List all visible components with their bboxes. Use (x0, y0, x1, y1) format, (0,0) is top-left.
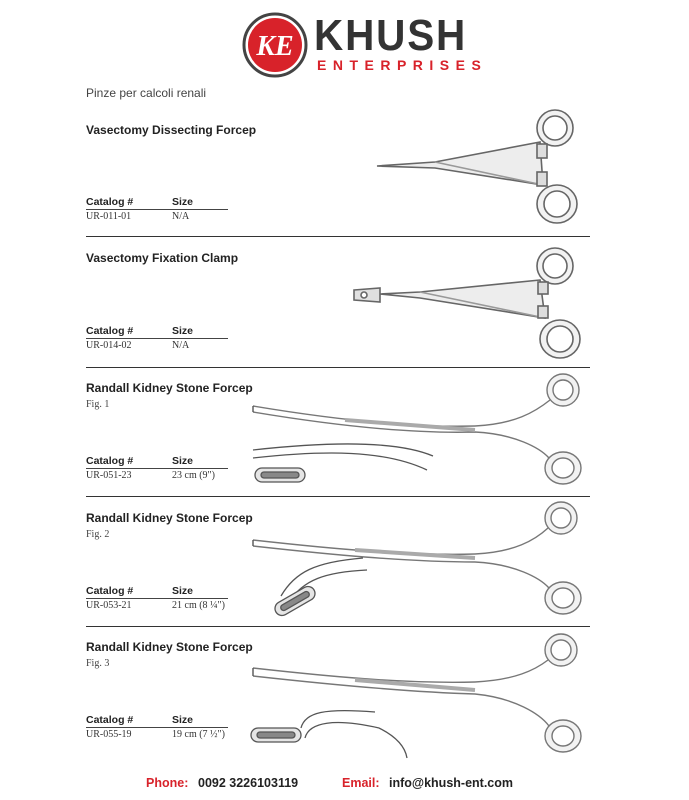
catalog-header: Catalog # (86, 714, 134, 726)
phone-number[interactable]: 0092 3226103119 (198, 776, 299, 790)
table-rule (86, 468, 228, 469)
email-label: Email: (342, 776, 380, 790)
product-title: Randall Kidney Stone Forcep (86, 640, 253, 654)
section-divider (86, 626, 590, 627)
logo-monogram: KE (256, 31, 294, 62)
table-rule (86, 209, 228, 210)
size-header: Size (172, 585, 194, 597)
size-header: Size (172, 455, 194, 467)
size-header: Size (172, 196, 194, 208)
brand-name: KHUSH (314, 11, 468, 60)
phone-label: Phone: (146, 776, 189, 790)
size-header: Size (172, 714, 194, 726)
kidney-stone-forcep-icon (245, 632, 590, 762)
footer-contact (0, 776, 689, 792)
logo (242, 12, 308, 78)
figure-label: Fig. 1 (86, 399, 110, 410)
table-rule (86, 338, 228, 339)
section-divider (86, 367, 590, 368)
catalog-number: UR-014-02 (86, 340, 132, 351)
fixation-clamp-icon (350, 244, 590, 362)
catalog-number: UR-051-23 (86, 470, 132, 481)
kidney-stone-forcep-icon (245, 502, 590, 622)
header (0, 0, 689, 90)
kidney-stone-forcep-icon (245, 372, 590, 492)
catalog-header: Catalog # (86, 325, 134, 337)
email-address[interactable]: info@khush-ent.com (389, 776, 513, 790)
product-title: Vasectomy Fixation Clamp (86, 251, 239, 265)
size-value: N/A (172, 211, 190, 222)
brand-subtitle: ENTERPRISES (317, 57, 488, 73)
size-header: Size (172, 325, 194, 337)
size-value: N/A (172, 340, 190, 351)
section-divider (86, 496, 590, 497)
size-value: 19 cm (7 ½") (172, 729, 225, 740)
catalog-header: Catalog # (86, 585, 134, 597)
product-title: Vasectomy Dissecting Forcep (86, 123, 257, 137)
product-title: Randall Kidney Stone Forcep (86, 511, 253, 525)
figure-label: Fig. 3 (86, 658, 110, 669)
size-value: 21 cm (8 ¼") (172, 600, 225, 611)
table-rule (86, 727, 228, 728)
dissecting-forcep-icon (375, 100, 590, 232)
table-rule (86, 598, 228, 599)
size-value: 23 cm (9") (172, 470, 215, 481)
catalog-header: Catalog # (86, 196, 134, 208)
catalog-number: UR-055-19 (86, 729, 132, 740)
catalog-header: Catalog # (86, 455, 134, 467)
section-divider (86, 236, 590, 237)
catalog-number: UR-053-21 (86, 600, 132, 611)
catalog-number: UR-011-01 (86, 211, 132, 222)
product-title: Randall Kidney Stone Forcep (86, 381, 253, 395)
page-subtitle: Pinze per calcoli renali (86, 86, 207, 100)
figure-label: Fig. 2 (86, 529, 110, 540)
